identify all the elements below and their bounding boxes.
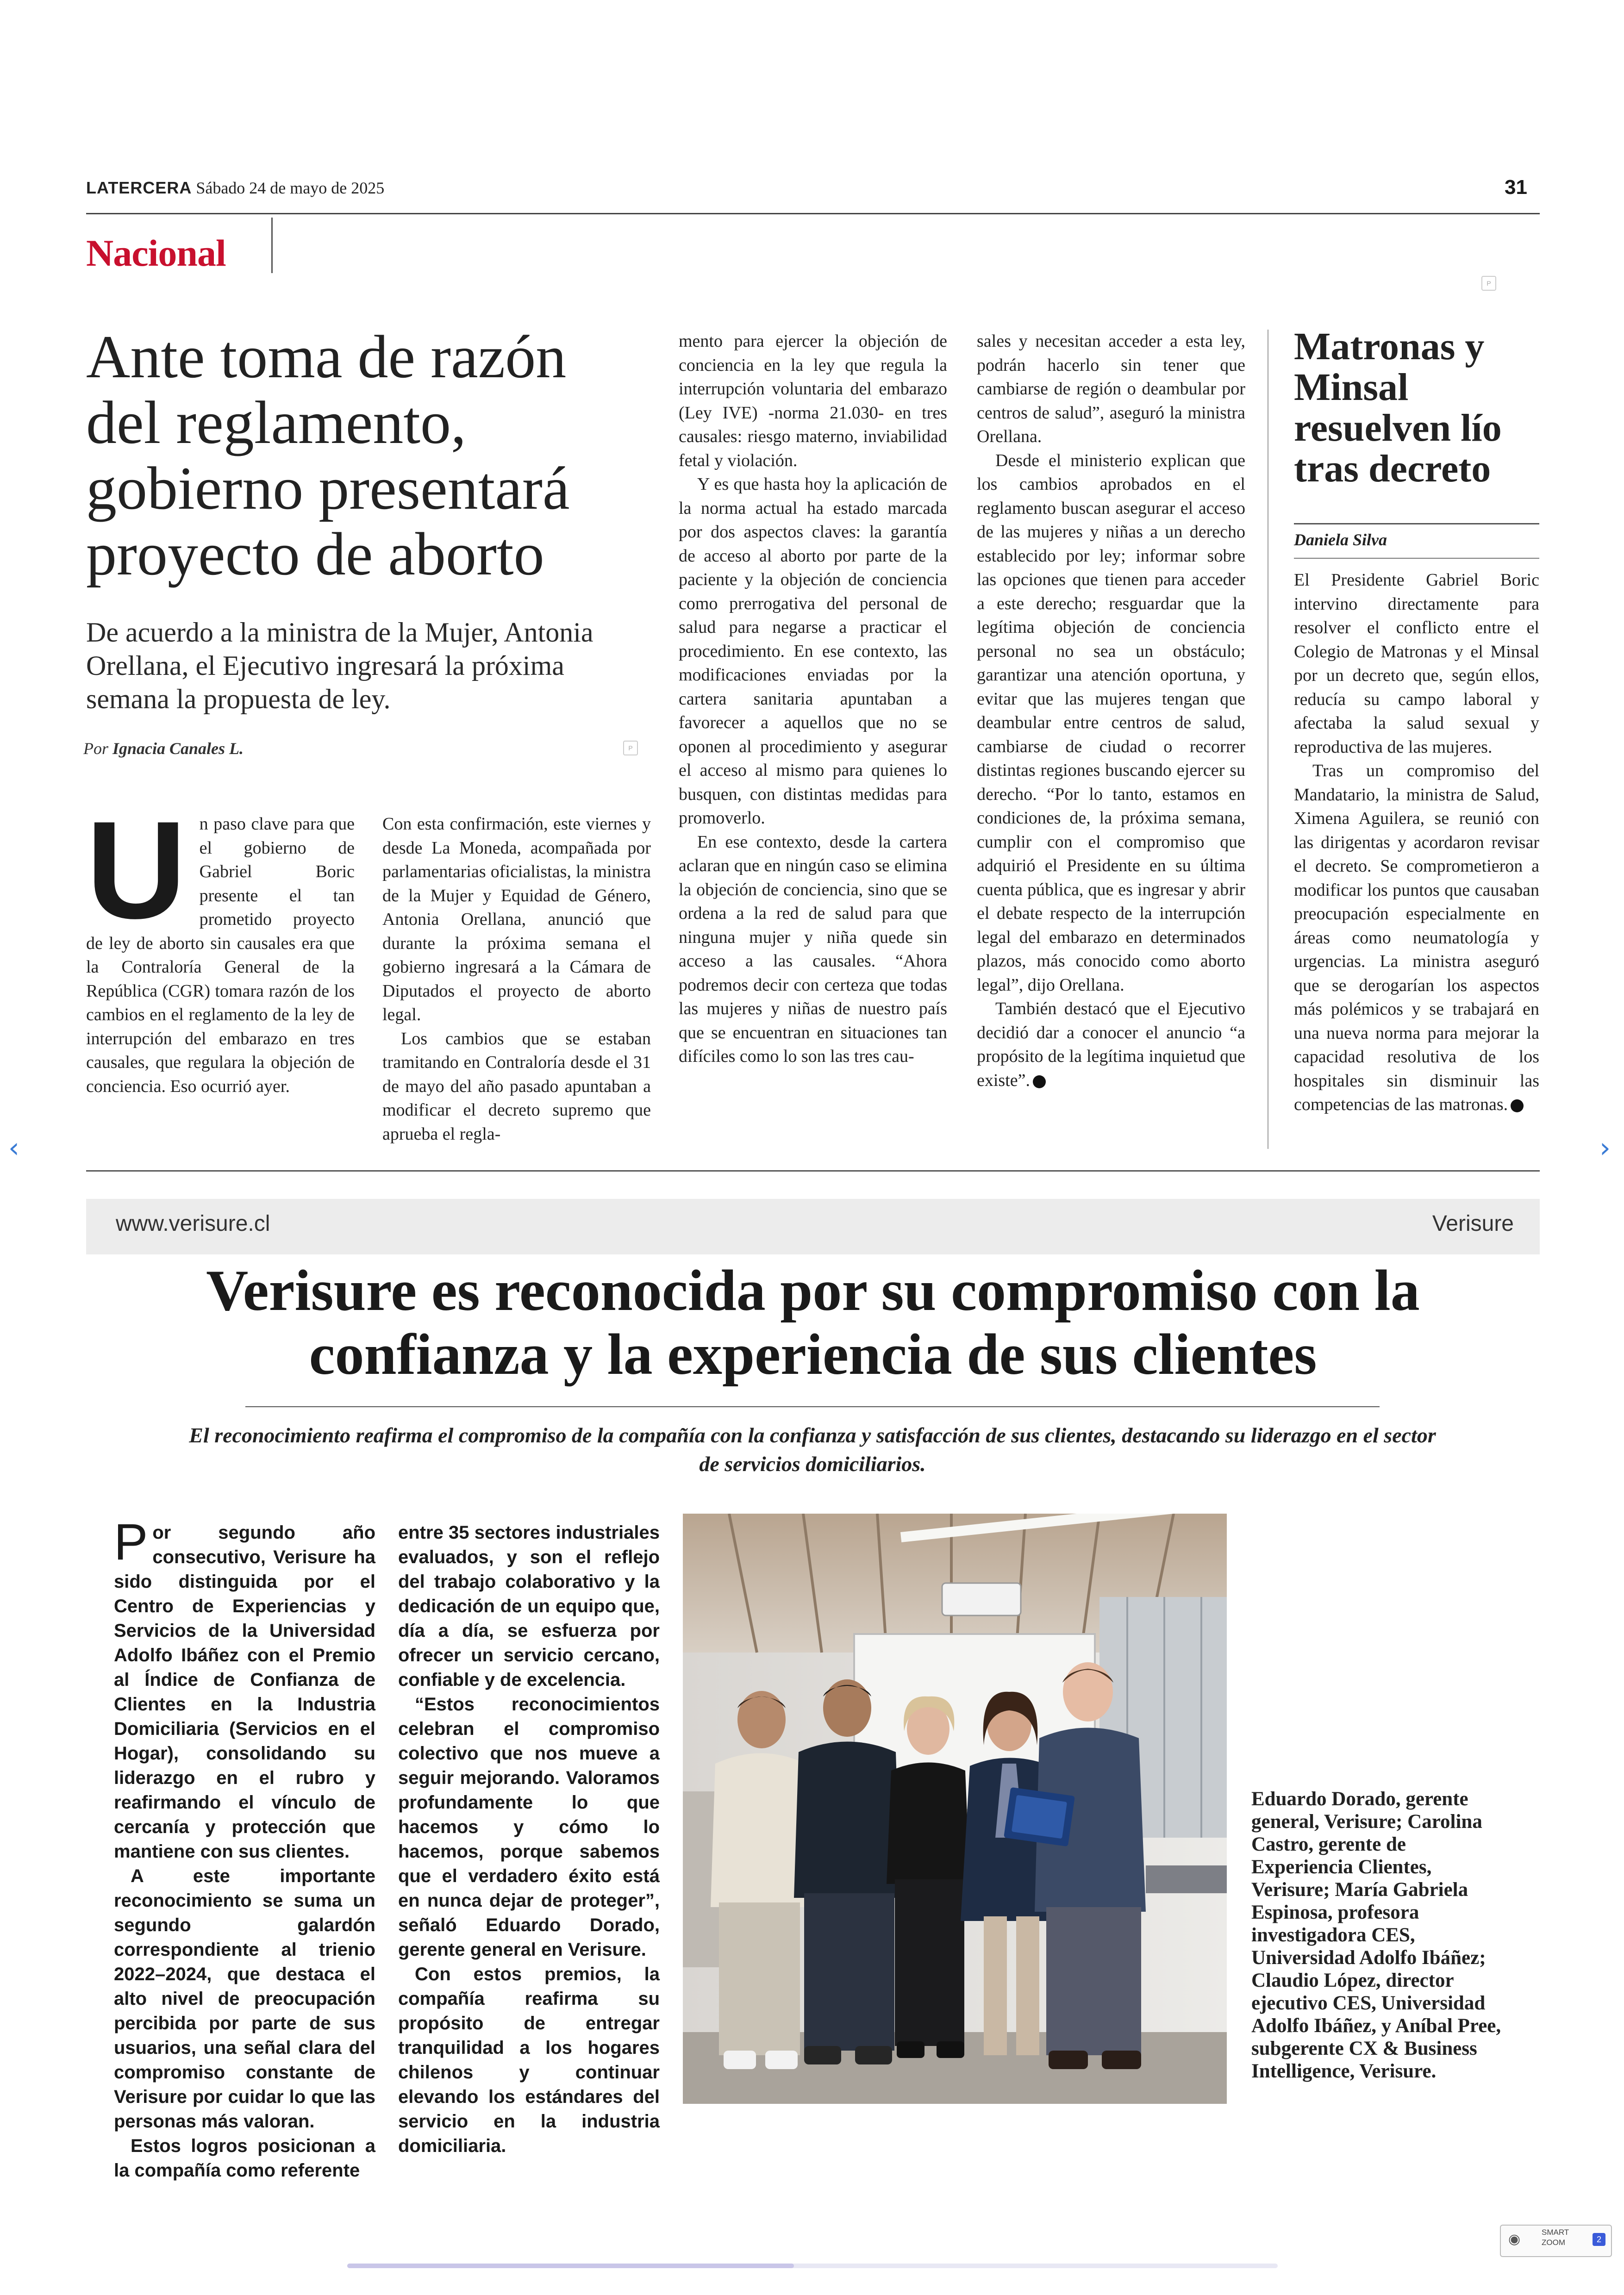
article-column-1 <box>86 792 355 1098</box>
paper-name: LATERCERA <box>86 178 192 197</box>
sidebar-body <box>1294 568 1539 1117</box>
section-rule <box>86 1170 1540 1172</box>
advert-column-2 <box>398 1521 660 2158</box>
article-paragraph: Con esta confirmación, este viernes y desde La Moneda, acompañada por parlamentarias oficialistas, la ministra de la Mujer y Equidad de Género, Antonia Orellana, anunció que durante la próxima semana el gobierno ingresará a la Cámara de Diputados el proyecto de aborto legal. <box>382 814 651 1024</box>
end-mark-icon <box>1511 1099 1524 1112</box>
advert-rule <box>245 1406 1380 1407</box>
smart-zoom-badge: 2 <box>1593 2233 1605 2246</box>
issue-date: Sábado 24 de mayo de 2025 <box>196 179 385 197</box>
article-paragraph: n paso clave para que el gobierno de Gabriel Boric presente el tan prometido proyecto de ley de aborto sin causales era que la Contraloría General de la República (CGR) tomara razón de los cambios en el reglamento de la ley de interrupción del embarazo en tres causales, que regulara la objeción de conciencia. Eso ocurrió ayer. <box>86 814 355 1096</box>
award-photo-illustration <box>683 1514 1227 2104</box>
article-deck: De acuerdo a la ministra de la Mujer, Antonia Orellana, el Ejecutivo ingresará la próxima semana la propuesta de ley. <box>86 617 593 714</box>
smart-zoom-line-1: SMART <box>1542 2228 1569 2237</box>
advert-paragraph: A este importante reconocimiento se suma un segundo galardón correspondiente al trienio 2022–2024, que destaca el alto nivel de preocupación percibida por parte de sus usuarios, una señal clara del compromiso constante de Verisure por cuidar lo que las personas más valoran. <box>114 1866 375 2132</box>
sidebar-headline: Matronas y Minsal resuelven lío tras decreto <box>1294 325 1502 490</box>
byline-author: Ignacia Canales L. <box>112 739 244 758</box>
advert-paragraph: entre 35 sectores industriales evaluados, y son el reflejo del trabajo colaborativo y la dedicación de un equipo que, día a día, se esfuerza por ofrecer un servicio cercano, confiable y de excelencia. <box>398 1522 660 1690</box>
article-headline: Ante toma de razón del reglamento, gobierno presentará proyecto de aborto <box>86 323 570 588</box>
article-paragraph: Y es que hasta hoy la aplicación de la norma actual ha estado marcada por dos aspectos claves: la garantía de acceso al aborto por parte de la paciente y la objeción de conciencia como prerrogativa del personal de salud para negarse a practicar el procedimiento. En ese contexto, las modificaciones enviadas por la cartera sanitaria apuntaban a favorecer a aquellos que no se oponen al procedimiento y asegurar el acceso al mismo para quienes lo busquen, con distintas medidas para promoverlo. <box>679 474 947 828</box>
sidebar-paragraph <box>1294 759 1539 1117</box>
drop-cap: U <box>86 792 187 948</box>
article-paragraph: Los cambios que se estaban tramitando en Contraloría desde el 31 de mayo del año pasado apuntaban a modificar el decreto supremo que aprueba el regla- <box>382 1029 651 1144</box>
article-link-icon[interactable]: P <box>1481 276 1496 291</box>
end-mark-icon <box>1033 1075 1046 1088</box>
advert-column-1 <box>114 1514 375 2183</box>
advert-url[interactable]: www.verisure.cl <box>116 1211 270 1236</box>
sidebar-byline: Daniela Silva <box>1294 530 1387 549</box>
advert-paragraph: Con estos premios, la compañía reafirma su propósito de entregar tranquilidad a los hogares chilenos y continuar elevando los estándares del servicio en la industria domiciliaria. <box>398 1964 660 2156</box>
article-column-3 <box>679 330 947 1069</box>
page-number: 31 <box>1505 176 1527 199</box>
article-paragraph: En ese contexto, desde la cartera aclaran que en ningún caso se elimina la objeción de conciencia, sino que se ordena a la red de salud para que ninguna mujer y niña quede sin acceso a las causales. “Ahora podremos decir con certeza que todas las mujeres y niñas de nuestro país que se encuentran en situaciones tan difíciles como lo son las tres cau- <box>679 832 947 1066</box>
sidebar-rule <box>1294 558 1539 559</box>
smart-zoom-label <box>1542 2227 1569 2248</box>
section-divider <box>271 218 273 273</box>
article-paragraph-text: También destacó que el Ejecutivo decidió dar a conocer el anuncio “a propósito de la legítima inquietud que existe”. <box>977 999 1245 1090</box>
article-paragraph: mento para ejercer la objeción de conciencia en la ley que regula la interrupción voluntaria del embarazo (Ley IVE) -norma 21.030- en tres causales: riesgo materno, inviabilidad fetal y violación. <box>679 331 947 470</box>
drop-cap: P <box>114 1514 148 1571</box>
smart-zoom-line-2: ZOOM <box>1542 2238 1565 2247</box>
advert-banner <box>86 1199 1540 1254</box>
chevron-right-icon[interactable]: › <box>1599 1132 1611 1164</box>
advert-paragraph: “Estos reconocimientos celebran el compromiso colectivo que nos mueve a seguir mejorando. Valoramos profundamente lo que hacemos y cómo lo hacemos, porque sabemos que el verdadero éxito está en nunca dejar de proteger”, señaló Eduardo Dorado, gerente general en Verisure. <box>398 1694 660 1960</box>
section-title: Nacional <box>86 232 226 274</box>
photo-caption: Eduardo Dorado, gerente general, Verisure; Carolina Castro, gerente de Experiencia Clientes, Verisure; María Gabriela Espinosa, profesora investigadora CES, Universidad Adolfo Ibáñez; Claudio López, director ejecutivo CES, Universidad Adolfo Ibáñez, y Aníbal Pree, subgerente CX & Business Intelligence, Verisure. <box>1251 1788 1501 2082</box>
advert-headline: Verisure es reconocida por su compromiso con la confianza y la experiencia de sus clientes <box>206 1259 1420 1387</box>
advert-brand: Verisure <box>1432 1211 1514 1236</box>
sidebar-rule <box>1294 523 1539 524</box>
sidebar-paragraph-text: Tras un compromiso del Mandatario, la ministra de Salud, Ximena Aguilera, se reunió con las dirigentas y acordaron revisar el decreto. Se comprometieron a modificar los puntos que causaban preocupación especialmente en áreas como neumatología y urgencias. La ministra aseguró que se derogarían los aspectos más polémicos y se trabajará en una nueva norma para mejorar la capacidad resolutiva de los hospitales sin disminuir las competencias de las matronas. <box>1294 761 1539 1114</box>
article-byline <box>83 739 244 758</box>
article-paragraph: Desde el ministerio explican que los cambios aprobados en el reglamento buscan asegurar el acceso de las mujeres y niñas a un derecho establecido por ley; informar sobre las opciones que tienen para acceder a este derecho; resguardar que la legítima objeción de conciencia personal no sea un obstáculo; garantizar una atención oportuna, y evitar que las mujeres tengan que deambular entre centros de salud, cambiarse de ciudad o recorrer distintas regiones buscando ejercer su derecho. “Por lo tanto, estamos en condiciones de, la próxima semana, cumplir con el compromiso que adquirió el Presidente en su última cuenta pública, que es ingresar y abrir el debate respecto de la interrupción legal del embarazo en determinados plazos, más conocido como aborto legal”, dijo Orellana. <box>977 450 1245 995</box>
eye-icon: ◉ <box>1508 2231 1521 2247</box>
advert-paragraph: or segundo año consecutivo, Verisure ha sido distinguida por el Centro de Experiencias y Servicios de la Universidad Adolfo Ibáñez con el Premio al Índice de Confianza de Clientes en la Industria Domiciliaria (Servicios en el Hogar), consolidando su liderazgo en el rubro y reafirmando el vínculo de cercanía y protección que mantiene con sus clientes. <box>114 1522 375 1862</box>
advert-deck: El reconocimiento reafirma el compromiso de la compañía con la confianza y satisfacción de sus clientes, destacando su liderazgo en el sector de servicios domiciliarios. <box>189 1423 1436 1476</box>
top-rule <box>86 213 1540 214</box>
article-paragraph: sales y necesitan acceder a esta ley, podrán hacerlo sin tener que cambiarse de región o deambular por centros de salud”, aseguró la ministra Orellana. <box>977 331 1245 446</box>
article-column-2 <box>382 812 651 1146</box>
article-column-4 <box>977 330 1245 1092</box>
advert-paragraph: Estos logros posicionan a la compañía como referente <box>114 2136 375 2181</box>
award-photo <box>683 1514 1227 2104</box>
byline-prefix: Por <box>83 739 108 758</box>
article-link-icon[interactable]: P <box>623 741 638 755</box>
sidebar-paragraph: El Presidente Gabriel Boric intervino directamente para resolver el conflicto entre el Colegio de Matronas y el Minsal por un decreto que, según ellos, reducía su campo laboral y afectaba la salud sexual y reproductiva de las mujeres. <box>1294 570 1539 757</box>
article-paragraph <box>977 997 1245 1092</box>
chevron-left-icon[interactable]: ‹ <box>8 1132 19 1164</box>
page-scrollbar-thumb[interactable] <box>347 2264 794 2268</box>
paper-masthead <box>86 178 384 198</box>
